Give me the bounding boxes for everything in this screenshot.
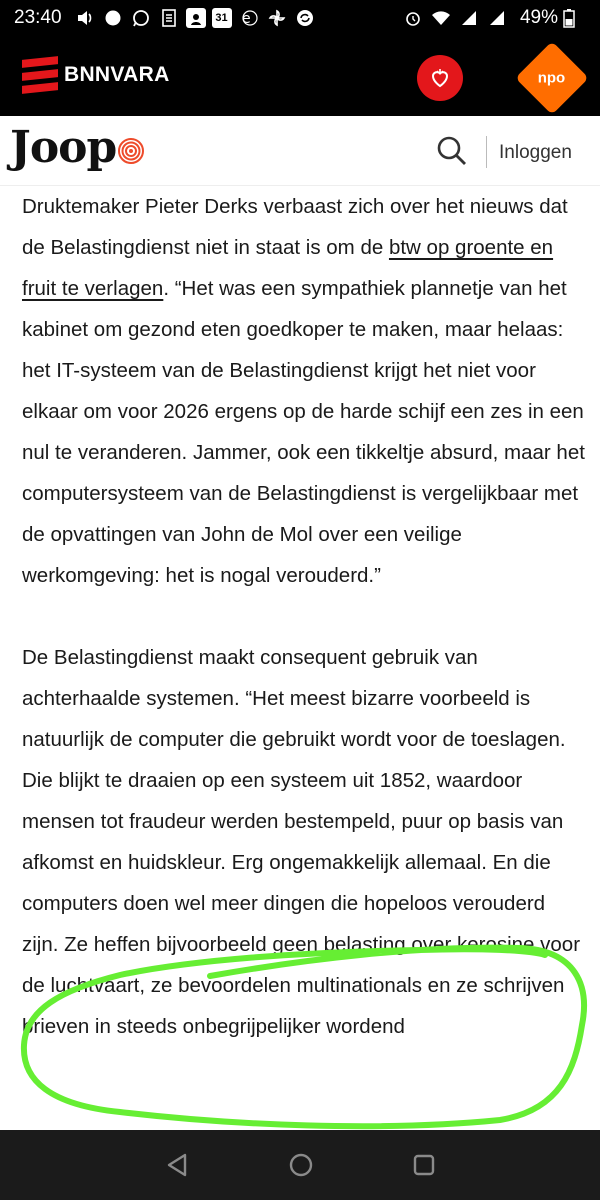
reader-app-icon (158, 7, 180, 29)
npo-label: npo (538, 69, 566, 87)
target-icon (118, 138, 144, 164)
paragraph-1-intro: Druktemaker Pieter Derks verbaast zich over het nieuws dat de Belastingdienst niet in staat is om de (22, 195, 568, 259)
site-header (0, 116, 600, 186)
bnnvara-logo[interactable] (22, 58, 170, 92)
header-divider (486, 136, 487, 168)
recents-square-icon (409, 1150, 439, 1180)
face-app-icon (186, 8, 206, 28)
nav-recents-button[interactable] (409, 1150, 439, 1180)
brand-bar (0, 36, 600, 116)
calendar-icon: 31 (212, 8, 232, 28)
browser-app-icon (238, 7, 260, 29)
login-button[interactable]: Inloggen (499, 142, 572, 163)
volume-icon (74, 7, 96, 29)
wifi-icon (430, 7, 452, 29)
nav-home-button[interactable] (286, 1150, 316, 1180)
nav-back-button[interactable] (163, 1150, 193, 1180)
battery-percent: 49% (519, 7, 558, 28)
whatsapp-icon (130, 7, 152, 29)
btw-article-link[interactable]: btw op groente en fruit te verlagen (22, 236, 554, 300)
svg-text:e: e (241, 11, 251, 27)
bnnvara-wordmark: BNNVARA (64, 63, 170, 86)
pinwheel-app-icon (266, 7, 288, 29)
npo-button[interactable] (515, 41, 589, 115)
joop-wordmark: Joop (10, 122, 117, 173)
sync-app-icon (294, 7, 316, 29)
signal-app-icon (102, 7, 124, 29)
cell-signal-2-icon (486, 7, 508, 29)
search-icon (434, 133, 470, 169)
status-time: 23:40 (14, 7, 62, 28)
status-right-group (402, 7, 586, 29)
bnnvara-stripes-icon (22, 56, 58, 94)
article-body (22, 186, 587, 1130)
back-triangle-icon (163, 1150, 193, 1180)
article-paragraph-2: De Belastingdienst maakt consequent gebruik van achterhaalde systemen. “Het meest bizarre voorbeeld is natuurlijk de computer die gebruikt wordt voor de toeslagen. Die blijkt te draaien op een systeem uit 1852, waardoor mensen tot fraudeur werden bestempeld, puur op basis van afkomst en huidskleur. Erg ongemakkelijk allemaal. En die computers doen wel meer dingen die hopeloos verouderd zijn. Ze heffen bijvoorbeeld geen belasting over kerosine voor de luchtvaart, ze bevoordelen multinationals en ze schrijven brieven in steeds onbegrijpelijker wordend (22, 646, 581, 1038)
status-bar (0, 0, 600, 36)
home-circle-icon (286, 1150, 316, 1180)
article-paragraph-1 (22, 186, 587, 596)
search-button[interactable] (434, 133, 470, 169)
battery-icon (558, 7, 580, 29)
paragraph-1-text: . “Het was een sympathiek plannetje van het kabinet om gezond eten goedkoper te maken, maar helaas: het IT-systeem van de Belastingdienst krijgt het niet voor elkaar om voor 2026 ergens op de harde schijf een zes in een nul te veranderen. Jammer, ook een tikkeltje absurd, maar het computersysteem van de Belastingdienst is vergelijkbaar met de opvattingen van John de Mol over een veilige werkomgeving: het is nogal verouderd.” (22, 277, 585, 587)
support-heart-button[interactable] (417, 55, 463, 101)
cell-signal-icon (458, 7, 480, 29)
system-nav-bar (0, 1130, 600, 1200)
joop-logo[interactable] (10, 122, 144, 173)
heart-icon (428, 66, 452, 90)
alarm-icon (402, 7, 424, 29)
